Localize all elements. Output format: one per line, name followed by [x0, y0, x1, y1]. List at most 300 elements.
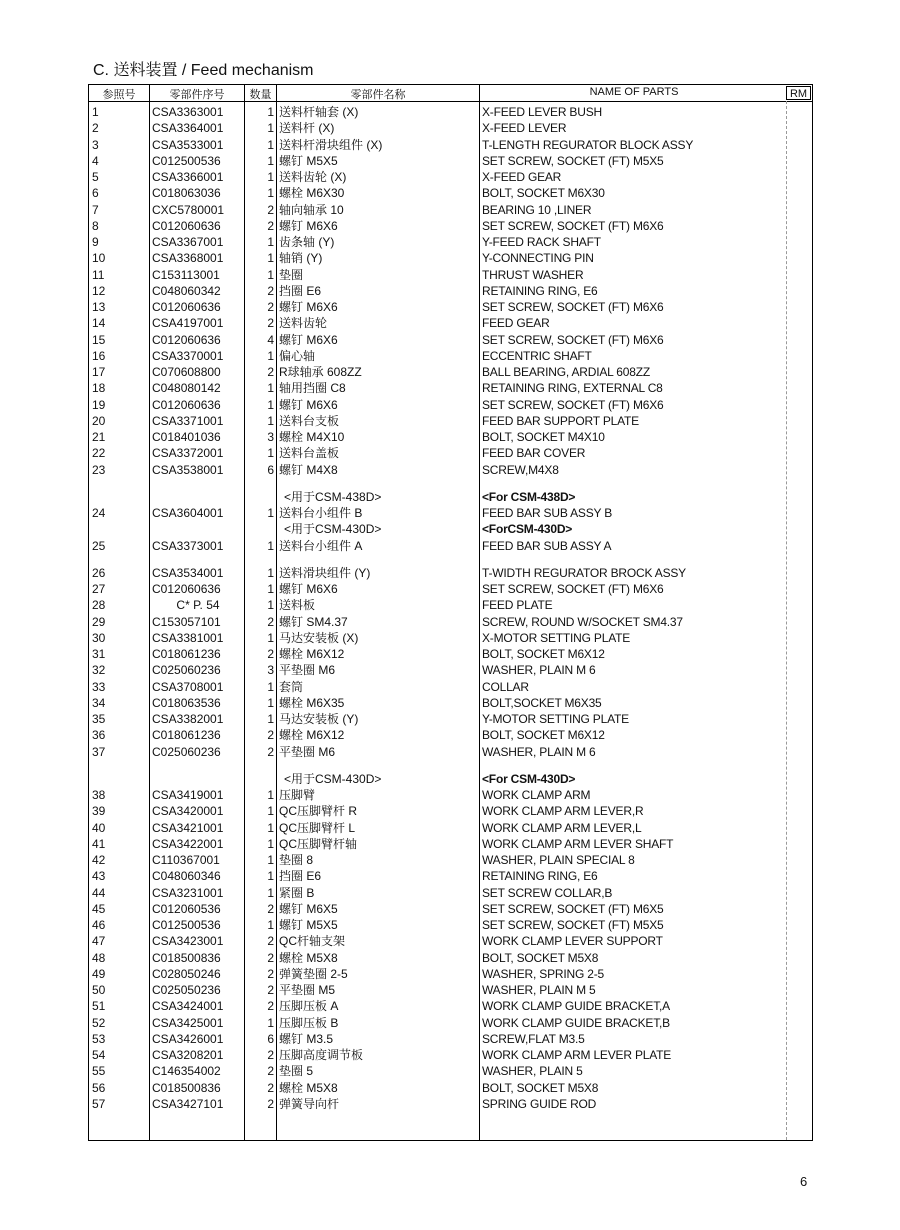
ref-number: 44 [92, 885, 106, 900]
quantity: 6 [267, 1031, 274, 1046]
part-number: C012500536 [152, 918, 221, 932]
quantity: 2 [267, 647, 274, 661]
quantity: 2 [267, 934, 274, 949]
part-number: CSA3425001 [152, 1015, 224, 1030]
english-name: Y-CONNECTING PIN [482, 251, 594, 266]
chinese-name: QC压脚臂杆 L [279, 820, 356, 835]
quantity: 1 [267, 869, 274, 884]
ref-number: 36 [92, 728, 106, 743]
table-row [89, 1096, 812, 1112]
chinese-name: 轴用挡圈 C8 [279, 381, 346, 396]
part-number: CSA3422001 [152, 836, 224, 851]
quantity: 2 [267, 950, 274, 965]
english-name: SPRING GUIDE ROD [482, 1096, 597, 1111]
chinese-name: 送料台盖板 [279, 446, 340, 461]
ref-number: 53 [92, 1031, 106, 1046]
ref-number: 39 [92, 804, 106, 819]
chinese-name: 送料杆 (X) [279, 121, 335, 136]
part-number: CXC5780001 [152, 202, 225, 217]
english-name: WORK CLAMP GUIDE BRACKET,B [482, 1015, 670, 1030]
ref-number: 32 [92, 663, 106, 678]
quantity: 2 [267, 1096, 274, 1111]
table-row [89, 364, 812, 380]
quantity: 2 [267, 728, 274, 743]
part-number: CSA3534001 [152, 565, 224, 580]
chinese-name: 紧圈 B [279, 885, 315, 900]
quantity: 2 [267, 614, 274, 629]
quantity: 2 [267, 744, 274, 759]
english-name: SET SCREW COLLAR,B [482, 885, 613, 900]
english-name: WASHER, PLAIN SPECIAL 8 [482, 853, 635, 867]
chinese-name: 螺钉 M6X6 [279, 300, 338, 314]
english-name: SCREW,FLAT M3.5 [482, 1031, 585, 1046]
english-name: <For CSM-430D> [482, 771, 576, 786]
quantity: 1 [267, 137, 274, 152]
part-number: C018063036 [152, 186, 221, 201]
table-row [89, 234, 812, 250]
table-row [89, 299, 812, 315]
part-number: CSA3427101 [152, 1096, 224, 1111]
ref-number: 1 [92, 105, 99, 119]
quantity: 6 [267, 462, 274, 477]
table-row [89, 662, 812, 678]
part-number: C012060636 [152, 582, 221, 596]
ref-number: 33 [92, 679, 106, 694]
english-name: T-WIDTH REGURATOR BROCK ASSY [482, 565, 686, 580]
chinese-name: 平垫圈 M5 [279, 983, 336, 997]
chinese-name: 送料齿轮 [279, 316, 328, 331]
quantity: 1 [267, 679, 274, 694]
part-number: C110367001 [152, 853, 220, 867]
part-number: CSA3420001 [152, 804, 224, 819]
chinese-name: QC压脚臂杆轴 [279, 836, 358, 851]
english-name: SET SCREW, SOCKET (FT) M6X6 [482, 300, 664, 314]
table-row [89, 901, 812, 917]
part-number: CSA3381001 [152, 630, 224, 645]
table-row [89, 538, 812, 554]
ref-number: 54 [92, 1048, 106, 1062]
chinese-name: 套筒 [279, 679, 304, 694]
english-name: WASHER, PLAIN M 6 [482, 663, 596, 678]
part-number: CSA3370001 [152, 348, 224, 363]
ref-number: 41 [92, 836, 106, 851]
part-number: C018061236 [152, 728, 221, 743]
english-name: SET SCREW, SOCKET (FT) M6X5 [482, 901, 664, 916]
part-number: CSA3364001 [152, 121, 224, 136]
ref-number: 43 [92, 869, 106, 884]
ref-number: 4 [92, 153, 99, 168]
part-number: CSA3424001 [152, 999, 224, 1014]
chinese-name: 送料滑块组件 (Y) [279, 565, 371, 580]
quantity: 1 [267, 538, 274, 553]
page-title: C. 送料装置 / Feed mechanism [93, 62, 314, 79]
part-number: C* P. 54 [176, 598, 220, 613]
ref-number: 38 [92, 788, 106, 802]
quantity: 1 [267, 267, 274, 282]
part-number: C018061236 [152, 647, 221, 661]
chinese-name: 螺钉 M3.5 [279, 1031, 334, 1046]
chinese-name: 螺栓 M6X12 [279, 728, 345, 743]
english-name: SET SCREW, SOCKET (FT) M5X5 [482, 918, 664, 932]
part-number: CSA3538001 [152, 462, 224, 477]
table-row [89, 397, 812, 413]
chinese-name: 送料台支板 [279, 413, 340, 428]
table-row [89, 104, 812, 120]
table-row [89, 250, 812, 266]
english-name: THRUST WASHER [482, 267, 584, 282]
chinese-name: 螺栓 M6X12 [279, 647, 345, 661]
table-row [89, 836, 812, 852]
chinese-name: 螺钉 SM4.37 [279, 614, 348, 629]
part-number: C012060636 [152, 332, 221, 347]
quantity: 2 [267, 1080, 274, 1095]
ref-number: 56 [92, 1080, 106, 1095]
english-name: X-FEED LEVER [482, 121, 567, 136]
english-name: FEED BAR SUPPORT PLATE [482, 413, 639, 428]
chinese-name: 螺栓 M5X8 [279, 1080, 338, 1095]
quantity: 1 [267, 695, 274, 710]
table-row [89, 982, 812, 998]
page-number: 6 [800, 1174, 808, 1189]
english-name: WORK CLAMP ARM [482, 788, 591, 802]
chinese-name: 螺钉 M4X8 [279, 462, 338, 477]
chinese-name: 螺栓 M6X35 [279, 695, 345, 710]
part-number: C025050236 [152, 983, 221, 997]
ref-number: 7 [92, 202, 99, 217]
chinese-name: 压脚压板 A [279, 999, 339, 1014]
part-number: CSA3373001 [152, 538, 224, 553]
chinese-name: 送料台小组件 B [279, 506, 363, 520]
ref-number: 50 [92, 983, 106, 997]
chinese-name: 螺钉 M5X5 [279, 153, 338, 168]
table-row [89, 933, 812, 949]
part-number: C028050246 [152, 966, 221, 981]
quantity: 1 [267, 121, 274, 136]
chinese-name: 压脚高度调节板 [279, 1048, 364, 1062]
table-row [89, 820, 812, 836]
ref-number: 18 [92, 381, 106, 396]
quantity: 1 [267, 348, 274, 363]
quantity: 2 [267, 1048, 274, 1062]
english-name: X-FEED LEVER BUSH [482, 105, 602, 119]
part-number: C012500536 [152, 153, 221, 168]
table-row [89, 630, 812, 646]
table-row [89, 137, 812, 153]
part-number: CSA3231001 [152, 885, 224, 900]
quantity: 1 [267, 804, 274, 819]
quantity: 1 [267, 598, 274, 613]
english-name: FEED GEAR [482, 316, 550, 331]
table-header [89, 85, 812, 102]
table-row [89, 868, 812, 884]
ref-number: 40 [92, 820, 106, 835]
quantity: 2 [267, 283, 274, 298]
table-row [89, 744, 812, 760]
ref-number: 23 [92, 462, 106, 477]
ref-number: 10 [92, 251, 106, 266]
english-name: WORK CLAMP ARM LEVER SHAFT [482, 836, 674, 851]
chinese-name: 弹簧垫圈 2-5 [279, 966, 348, 981]
english-name: ECCENTRIC SHAFT [482, 348, 592, 363]
chinese-name: 弹簧导向杆 [279, 1096, 340, 1111]
ref-number: 25 [92, 538, 106, 553]
quantity: 2 [267, 218, 274, 233]
ref-number: 28 [92, 598, 106, 613]
english-name: FEED BAR SUB ASSY B [482, 506, 613, 520]
chinese-name: 偏心轴 [279, 348, 316, 363]
ref-number: 35 [92, 712, 106, 726]
ref-number: 16 [92, 348, 106, 363]
english-name: SET SCREW, SOCKET (FT) M6X6 [482, 332, 664, 347]
part-number: C012060636 [152, 300, 221, 314]
chinese-name: 平垫圈 M6 [279, 663, 336, 678]
table-row [89, 315, 812, 331]
table-row [89, 727, 812, 743]
table-row [89, 803, 812, 819]
part-number: CSA3208201 [152, 1048, 224, 1062]
header-rm: RM [786, 86, 811, 100]
ref-number: 12 [92, 283, 106, 298]
ref-number: 26 [92, 565, 106, 580]
ref-number: 15 [92, 332, 106, 347]
table-row [89, 202, 812, 218]
quantity: 1 [267, 506, 274, 520]
chinese-name: 螺钉 M6X5 [279, 901, 338, 916]
table-row [89, 218, 812, 234]
part-number: C146354002 [152, 1064, 221, 1079]
ref-number: 17 [92, 365, 106, 379]
ref-number: 24 [92, 506, 106, 520]
table-row [89, 332, 812, 348]
header-qty: 数量 [249, 89, 272, 101]
part-number: CSA3426001 [152, 1031, 224, 1046]
english-name: BOLT, SOCKET M6X30 [482, 186, 605, 201]
quantity: 1 [267, 712, 274, 726]
ref-number: 42 [92, 853, 106, 867]
english-name: SCREW, ROUND W/SOCKET SM4.37 [482, 614, 683, 629]
ref-number: 19 [92, 397, 106, 412]
table-row [89, 445, 812, 461]
part-number: C012060536 [152, 901, 221, 916]
chinese-name: QC杆轴支架 [279, 934, 346, 949]
part-number: CSA3366001 [152, 170, 224, 184]
english-name: WORK CLAMP ARM LEVER PLATE [482, 1048, 672, 1062]
english-name: COLLAR [482, 679, 529, 694]
ref-number: 2 [92, 121, 99, 136]
table-row [89, 120, 812, 136]
part-number: C153113001 [152, 267, 220, 282]
section-heading-row [89, 771, 812, 787]
table-row [89, 998, 812, 1014]
part-number: C025060236 [152, 663, 221, 678]
section-heading-row [89, 521, 812, 537]
part-number: CSA3368001 [152, 251, 224, 266]
quantity: 4 [267, 332, 274, 347]
table-row [89, 380, 812, 396]
quantity: 2 [267, 999, 274, 1014]
ref-number: 37 [92, 744, 106, 759]
quantity: 1 [267, 397, 274, 412]
table-row [89, 348, 812, 364]
ref-number: 6 [92, 186, 99, 201]
chinese-name: 螺钉 M6X6 [279, 397, 338, 412]
quantity: 2 [267, 202, 274, 217]
quantity: 2 [267, 901, 274, 916]
quantity: 1 [267, 381, 274, 396]
ref-number: 8 [92, 218, 99, 233]
part-number: C018401036 [152, 430, 221, 444]
chinese-name: 送料杆滑块组件 (X) [279, 137, 383, 152]
table-row [89, 1047, 812, 1063]
header-cn-name: 零部件名称 [350, 89, 406, 101]
quantity: 1 [267, 630, 274, 645]
ref-number: 30 [92, 630, 106, 645]
part-number: CSA3382001 [152, 712, 224, 726]
header-ref: 参照号 [102, 89, 136, 101]
part-number: C018500836 [152, 950, 221, 965]
part-number: CSA4197001 [152, 316, 224, 331]
part-number: C153057101 [152, 614, 221, 629]
table-row [89, 885, 812, 901]
chinese-name: 平垫圈 M6 [279, 744, 336, 759]
quantity: 2 [267, 365, 274, 379]
ref-number: 48 [92, 950, 106, 965]
chinese-name: 挡圈 E6 [279, 869, 322, 884]
table-row [89, 153, 812, 169]
table-row [89, 852, 812, 868]
table-row [89, 169, 812, 185]
ref-number: 57 [92, 1096, 106, 1111]
chinese-name: 送料板 [279, 598, 316, 613]
chinese-name: 垫圈 8 [279, 853, 314, 867]
part-number: C048060346 [152, 869, 221, 884]
table-row [89, 597, 812, 613]
table-row [89, 505, 812, 521]
english-name: SET SCREW, SOCKET (FT) M6X6 [482, 218, 664, 233]
ref-number: 49 [92, 966, 106, 981]
ref-number: 52 [92, 1015, 106, 1030]
english-name: WASHER, PLAIN M 6 [482, 744, 596, 759]
english-name: SET SCREW, SOCKET (FT) M6X6 [482, 582, 664, 596]
chinese-name: 送料齿轮 (X) [279, 170, 347, 184]
chinese-name: 螺钉 M6X6 [279, 582, 338, 596]
english-name: <For CSM-438D> [482, 489, 576, 504]
chinese-name: <用于CSM-430D> [284, 522, 382, 537]
table-row [89, 1080, 812, 1096]
ref-number: 13 [92, 300, 106, 314]
ref-number: 21 [92, 430, 106, 444]
english-name: BOLT, SOCKET M6X12 [482, 647, 605, 661]
part-number: CSA3423001 [152, 934, 224, 949]
quantity: 1 [267, 788, 274, 802]
table-row [89, 1063, 812, 1079]
chinese-name: R球轴承 608ZZ [279, 365, 362, 379]
part-number: CSA3367001 [152, 235, 224, 249]
english-name: RETAINING RING, EXTERNAL C8 [482, 381, 663, 396]
table-row [89, 565, 812, 581]
quantity: 3 [267, 430, 274, 444]
ref-number: 51 [92, 999, 106, 1014]
quantity: 1 [267, 582, 274, 596]
table-row [89, 711, 812, 727]
quantity: 2 [267, 300, 274, 314]
table-row [89, 787, 812, 803]
english-name: BOLT,SOCKET M6X35 [482, 695, 602, 710]
quantity: 1 [267, 251, 274, 266]
part-number: C070608800 [152, 365, 221, 379]
english-name: WASHER, PLAIN M 5 [482, 983, 596, 997]
part-number: CSA3371001 [152, 413, 224, 428]
chinese-name: 螺钉 M5X5 [279, 918, 338, 932]
english-name: BALL BEARING, ARDIAL 608ZZ [482, 365, 650, 379]
part-number: CSA3419001 [152, 788, 224, 802]
quantity: 1 [267, 885, 274, 900]
english-name: T-LENGTH REGURATOR BLOCK ASSY [482, 137, 694, 152]
english-name: RETAINING RING, E6 [482, 869, 598, 884]
part-number: C012060636 [152, 397, 221, 412]
chinese-name: 轴销 (Y) [279, 251, 323, 266]
part-number: C018500836 [152, 1080, 221, 1095]
table-row [89, 966, 812, 982]
english-name: WORK CLAMP ARM LEVER,L [482, 820, 642, 835]
quantity: 1 [267, 1015, 274, 1030]
table-row [89, 614, 812, 630]
quantity: 1 [267, 820, 274, 835]
ref-number: 9 [92, 235, 99, 249]
chinese-name: 送料台小组件 A [279, 538, 363, 553]
english-name: FEED PLATE [482, 598, 553, 613]
english-name: X-MOTOR SETTING PLATE [482, 630, 631, 645]
section-heading-row [89, 489, 812, 505]
quantity: 1 [267, 170, 274, 184]
quantity: 3 [267, 663, 274, 678]
chinese-name: 送料杆轴套 (X) [279, 105, 359, 119]
ref-number: 31 [92, 647, 106, 661]
header-en-name: NAME OF PARTS [589, 86, 679, 98]
quantity: 1 [267, 853, 274, 867]
header-part-no: 零部件序号 [169, 89, 225, 101]
table-row [89, 283, 812, 299]
table-row [89, 413, 812, 429]
part-number: CSA3533001 [152, 137, 224, 152]
chinese-name: 马达安装板 (X) [279, 630, 359, 645]
chinese-name: <用于CSM-438D> [284, 489, 382, 504]
quantity: 2 [267, 966, 274, 981]
part-number: C012060636 [152, 218, 221, 233]
ref-number: 45 [92, 901, 106, 916]
table-row [89, 462, 812, 478]
chinese-name: 螺栓 M6X30 [279, 186, 345, 201]
english-name: Y-FEED RACK SHAFT [482, 235, 601, 249]
chinese-name: 马达安装板 (Y) [279, 712, 359, 726]
ref-number: 11 [92, 267, 105, 282]
ref-number: 46 [92, 918, 106, 932]
chinese-name: 螺钉 M6X6 [279, 332, 338, 347]
english-name: <ForCSM-430D> [482, 522, 573, 537]
ref-number: 34 [92, 695, 106, 710]
english-name: RETAINING RING, E6 [482, 283, 598, 298]
part-number: CSA3372001 [152, 446, 224, 461]
english-name: X-FEED GEAR [482, 170, 562, 184]
ref-number: 27 [92, 582, 106, 596]
english-name: BOLT, SOCKET M5X8 [482, 1080, 599, 1095]
table-row [89, 695, 812, 711]
english-name: WASHER, SPRING 2-5 [482, 966, 604, 981]
quantity: 2 [267, 983, 274, 997]
table-row [89, 185, 812, 201]
table-row [89, 646, 812, 662]
ref-number: 22 [92, 446, 106, 461]
